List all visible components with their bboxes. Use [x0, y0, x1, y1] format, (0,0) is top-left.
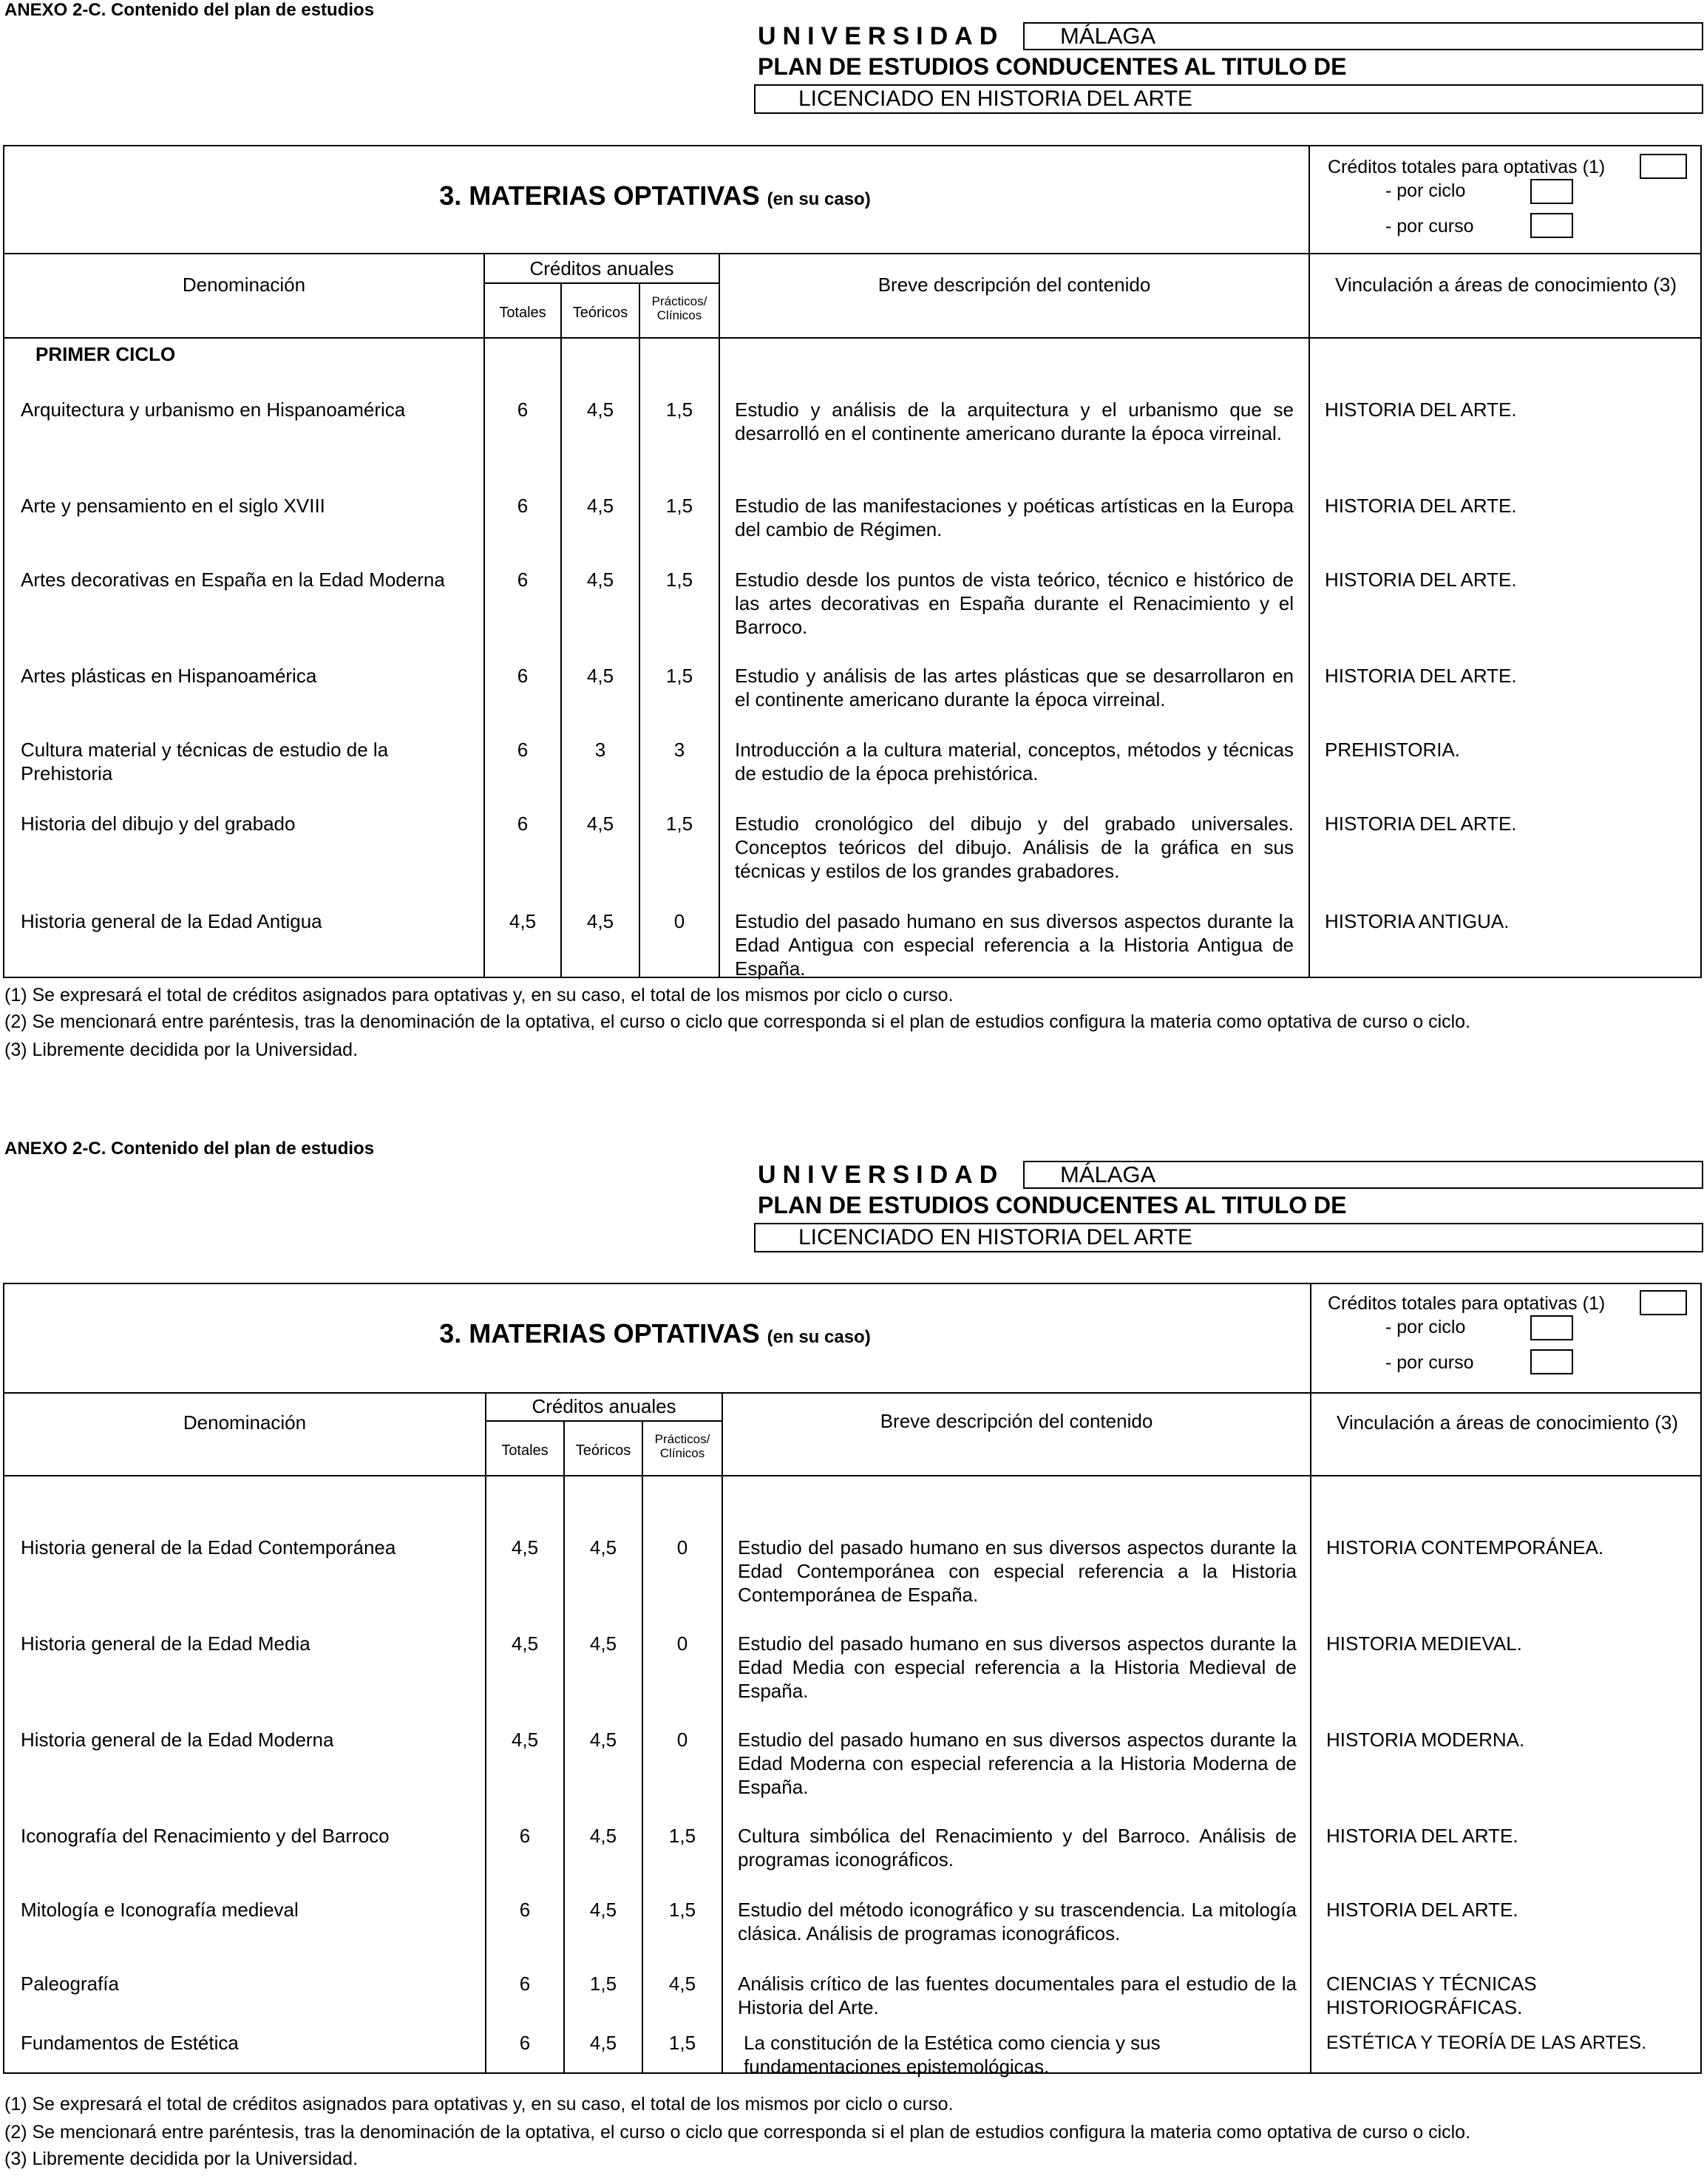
row-teoricos: 4,5	[589, 1536, 617, 1559]
row-teoricos: 4,5	[586, 495, 614, 517]
row-teoricos: 4,5	[586, 569, 614, 591]
por-curso-box[interactable]	[1530, 213, 1573, 238]
row-teoricos: 4,5	[586, 399, 614, 421]
col-totales: Totales	[499, 305, 546, 321]
row-denominacion: Historia general de la Edad Media	[21, 1632, 310, 1655]
optativas-table	[3, 145, 1702, 978]
col-practicos: Prácticos/ Clínicos	[651, 294, 707, 322]
anexo-heading: ANEXO 2-C. Contenido del plan de estudios	[4, 0, 375, 20]
row-totales: 4,5	[511, 1536, 539, 1559]
col-vinculacion: Vinculación a áreas de conocimiento (3)	[1336, 1411, 1678, 1434]
titulo-field: LICENCIADO EN HISTORIA DEL ARTE	[754, 84, 1703, 114]
universidad-field: MÁLAGA	[1023, 22, 1703, 50]
row-practicos: 0	[676, 1632, 688, 1655]
col-descripcion: Breve descripción del contenido	[878, 274, 1151, 296]
row-area: HISTORIA DEL ARTE.	[1325, 813, 1517, 835]
row-practicos: 1,5	[668, 1825, 696, 1847]
ciclo-heading: PRIMER CICLO	[35, 343, 176, 365]
row-area: HISTORIA DEL ARTE.	[1325, 569, 1517, 591]
row-descripcion: La constitución de la Estética como ciencia y sus fundamentaciones epistemológicas.	[744, 2032, 1161, 2078]
document-page-2	[0, 1139, 1704, 2184]
row-teoricos: 4,5	[586, 910, 614, 932]
row-totales: 6	[517, 665, 529, 687]
optativas-table	[3, 1283, 1702, 2078]
row-area: HISTORIA DEL ARTE.	[1326, 1899, 1518, 1921]
row-descripcion: Estudio de las manifestaciones y poéticas artísticas en la Europa del cambio de Régimen.	[735, 495, 1294, 540]
col-totales: Totales	[501, 1442, 549, 1459]
footnote-1: (1) Se expresará el total de créditos asignados para optativas y, en su caso, el total de los mismos por ciclo o curso.	[4, 2094, 954, 2115]
row-area: HISTORIA MODERNA.	[1326, 1729, 1525, 1751]
row-practicos: 0	[676, 1729, 688, 1751]
row-practicos: 1,5	[665, 813, 693, 835]
row-practicos: 0	[673, 910, 685, 932]
row-denominacion: Cultura material y técnicas de estudio de la Prehistoria	[21, 739, 389, 784]
row-denominacion: Iconografía del Renacimiento y del Barroco	[21, 1825, 390, 1847]
row-descripcion: Estudio y análisis de la arquitectura y el urbanismo que se desarrolló en el continente americano durante la época virreinal.	[735, 399, 1294, 444]
row-area: CIENCIAS Y TÉCNICAS HISTORIOGRÁFICAS.	[1326, 1973, 1537, 2018]
row-teoricos: 4,5	[586, 665, 614, 687]
row-descripcion: Estudio del método iconográfico y su trascendencia. La mitología clásica. Análisis de programas iconográficos.	[738, 1899, 1297, 1944]
col-creditos-anuales: Créditos anuales	[529, 257, 674, 279]
row-area: HISTORIA DEL ARTE.	[1326, 1825, 1518, 1847]
row-totales: 6	[517, 813, 529, 835]
footnote-2: (2) Se mencionará entre paréntesis, tras la denominación de la optativa, el curso o ciclo que corresponda si el plan de estudios configura la materia como optativa de curso o ciclo.	[4, 1011, 1471, 1032]
row-totales: 4,5	[511, 1729, 539, 1751]
row-area: HISTORIA ANTIGUA.	[1325, 910, 1510, 932]
por-ciclo-box[interactable]	[1530, 179, 1573, 204]
row-teoricos: 4,5	[589, 1825, 617, 1847]
row-totales: 6	[519, 1899, 531, 1921]
universidad-label: UNIVERSIDAD	[758, 22, 1005, 50]
row-practicos: 1,5	[665, 665, 693, 687]
row-denominacion: Historia general de la Edad Contemporánea	[21, 1536, 396, 1559]
row-denominacion: Paleografía	[21, 1973, 119, 1995]
row-practicos: 1,5	[665, 495, 693, 517]
por-curso-label: - por curso	[1385, 1352, 1474, 1373]
por-ciclo-box[interactable]	[1530, 1315, 1573, 1340]
row-denominacion: Historia general de la Edad Antigua	[21, 910, 322, 932]
creditos-totales-box[interactable]	[1640, 1290, 1687, 1315]
row-teoricos: 1,5	[589, 1973, 617, 1995]
row-area: HISTORIA DEL ARTE.	[1325, 665, 1517, 687]
col-vinculacion: Vinculación a áreas de conocimiento (3)	[1334, 274, 1677, 296]
plan-label: PLAN DE ESTUDIOS CONDUCENTES AL TITULO DE	[758, 1192, 1347, 1218]
row-area: HISTORIA CONTEMPORÁNEA.	[1326, 1536, 1604, 1559]
row-teoricos: 4,5	[586, 813, 614, 835]
col-practicos: Prácticos/ Clínicos	[654, 1432, 710, 1460]
anexo-heading: ANEXO 2-C. Contenido del plan de estudios	[4, 1139, 375, 1159]
por-curso-label: - por curso	[1385, 216, 1474, 237]
row-practicos: 1,5	[665, 569, 693, 591]
col-denominacion: Denominación	[182, 274, 306, 296]
por-ciclo-label: - por ciclo	[1385, 1317, 1466, 1337]
creditos-totales-label: Créditos totales para optativas (1)	[1328, 157, 1606, 177]
por-ciclo-label: - por ciclo	[1385, 180, 1466, 201]
row-totales: 6	[519, 2032, 531, 2054]
col-descripcion: Breve descripción del contenido	[880, 1410, 1153, 1432]
col-teoricos: Teóricos	[575, 1442, 631, 1459]
row-practicos: 1,5	[665, 399, 693, 421]
row-denominacion: Artes plásticas en Hispanoamérica	[21, 665, 317, 687]
row-denominacion: Historia general de la Edad Moderna	[21, 1729, 334, 1751]
por-curso-box[interactable]	[1530, 1349, 1573, 1374]
row-denominacion: Fundamentos de Estética	[21, 2032, 239, 2054]
row-area: HISTORIA DEL ARTE.	[1325, 495, 1517, 517]
footnote-2: (2) Se mencionará entre paréntesis, tras la denominación de la optativa, el curso o ciclo que corresponda si el plan de estudios configura la materia como optativa de curso o ciclo.	[4, 2122, 1471, 2143]
row-descripcion: Estudio del pasado humano en sus diversos aspectos durante la Edad Contemporánea con especial referencia a la Historia Contemporánea de España.	[738, 1536, 1297, 1606]
row-denominacion: Historia del dibujo y del grabado	[21, 813, 296, 835]
row-totales: 6	[517, 399, 529, 421]
row-totales: 4,5	[511, 1632, 539, 1655]
row-totales: 6	[517, 495, 529, 517]
titulo-field: LICENCIADO EN HISTORIA DEL ARTE	[754, 1223, 1703, 1252]
col-denominacion: Denominación	[183, 1411, 307, 1434]
row-totales: 6	[517, 739, 529, 761]
row-teoricos: 4,5	[589, 1632, 617, 1655]
row-denominacion: Artes decorativas en España en la Edad Moderna	[21, 569, 445, 591]
plan-label: PLAN DE ESTUDIOS CONDUCENTES AL TITULO DE	[758, 53, 1347, 80]
col-teoricos: Teóricos	[572, 305, 628, 321]
row-practicos: 0	[676, 1536, 688, 1559]
row-teoricos: 4,5	[589, 1899, 617, 1921]
row-denominacion: Arquitectura y urbanismo en Hispanoamérica	[21, 399, 406, 421]
row-teoricos: 4,5	[589, 2032, 617, 2054]
row-area: HISTORIA DEL ARTE.	[1325, 399, 1517, 421]
row-practicos: 4,5	[668, 1973, 696, 1995]
row-descripcion: Análisis crítico de las fuentes documentales para el estudio de la Historia del Arte.	[738, 1973, 1297, 2018]
footnote-3: (3) Libremente decidida por la Universidad.	[4, 1040, 359, 1060]
universidad-field: MÁLAGA	[1023, 1161, 1703, 1189]
col-creditos-anuales: Créditos anuales	[532, 1395, 676, 1417]
row-area: ESTÉTICA Y TEORÍA DE LAS ARTES.	[1326, 2032, 1647, 2053]
document-page-1	[0, 0, 1704, 1072]
row-descripcion: Introducción a la cultura material, conceptos, métodos y técnicas de estudio de la época prehistórica.	[735, 739, 1294, 784]
row-practicos: 1,5	[668, 1899, 696, 1921]
row-teoricos: 4,5	[589, 1729, 617, 1751]
row-denominacion: Mitología e Iconografía medieval	[21, 1899, 299, 1921]
row-area: PREHISTORIA.	[1325, 739, 1461, 761]
row-totales: 4,5	[509, 910, 537, 932]
creditos-totales-box[interactable]	[1640, 154, 1687, 179]
row-descripcion: Estudio y análisis de las artes plásticas que se desarrollaron en el continente americano durante la época virreinal.	[735, 665, 1294, 711]
row-totales: 6	[519, 1825, 531, 1847]
row-totales: 6	[517, 569, 529, 591]
row-descripcion: Estudio cronológico del dibujo y del grabado universales. Conceptos teóricos del dibujo. Análisis de la gráfica en sus técnicas y estilos de los grandes grabadores.	[735, 813, 1294, 882]
row-totales: 6	[519, 1973, 531, 1995]
row-denominacion: Arte y pensamiento en el siglo XVIII	[21, 495, 325, 517]
footnote-1: (1) Se expresará el total de créditos asignados para optativas y, en su caso, el total de los mismos por ciclo o curso.	[4, 985, 954, 1005]
universidad-label: UNIVERSIDAD	[758, 1161, 1005, 1189]
row-descripcion: Estudio del pasado humano en sus diversos aspectos durante la Edad Media con especial referencia a la Historia Medieval de España.	[738, 1632, 1297, 1702]
row-descripcion: Estudio del pasado humano en sus diversos aspectos durante la Edad Antigua con especial referencia a la Historia Antigua de España.	[735, 910, 1294, 980]
row-teoricos: 3	[594, 739, 606, 761]
row-area: HISTORIA MEDIEVAL.	[1326, 1632, 1522, 1655]
row-practicos: 1,5	[668, 2032, 696, 2054]
footnote-3: (3) Libremente decidida por la Universidad.	[4, 2149, 359, 2169]
row-descripcion: Estudio desde los puntos de vista teórico, técnico e histórico de las artes decorativas en España durante el Renacimiento y el Barroco.	[735, 569, 1294, 638]
row-descripcion: Cultura simbólica del Renacimiento y del Barroco. Análisis de programas iconográficos.	[738, 1825, 1297, 1871]
section-title: 3. MATERIAS OPTATIVAS (en su caso)	[439, 1318, 871, 1349]
row-descripcion: Estudio del pasado humano en sus diversos aspectos durante la Edad Moderna con especial referencia a la Historia Moderna de España.	[738, 1729, 1297, 1798]
section-title: 3. MATERIAS OPTATIVAS (en su caso)	[439, 180, 871, 211]
creditos-totales-label: Créditos totales para optativas (1)	[1328, 1293, 1606, 1314]
row-practicos: 3	[673, 739, 685, 761]
